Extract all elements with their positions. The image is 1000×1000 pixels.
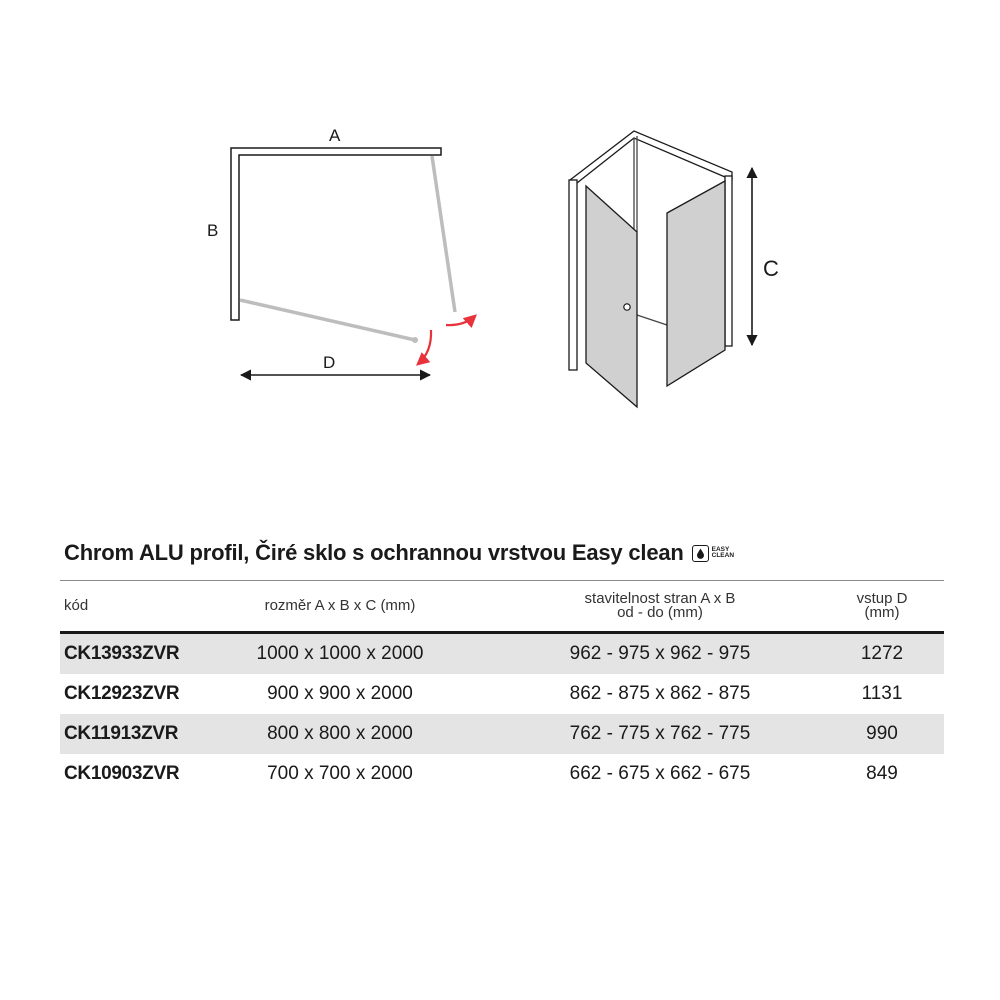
header-code: kód [64, 597, 89, 614]
right-door-glass [667, 181, 725, 386]
cell-adjust: 962 - 975 x 962 - 975 [569, 643, 751, 664]
wall-profile [231, 148, 441, 320]
right-wall-profile [725, 176, 732, 346]
swing-arrow-right [446, 316, 475, 325]
swing-arrow-bottom [418, 330, 431, 364]
cell-size: 1000 x 1000 x 2000 [256, 643, 424, 664]
cell-entry: 849 [866, 763, 898, 784]
cell-adjust: 662 - 675 x 662 - 675 [569, 763, 751, 784]
header-size: rozměr A x B x C (mm) [264, 597, 416, 614]
perspective-view [569, 131, 752, 407]
label-b: B [207, 221, 219, 240]
door-glass-right [432, 156, 455, 312]
cell-size: 700 x 700 x 2000 [267, 763, 413, 784]
table-row [60, 674, 944, 714]
label-a: A [329, 126, 341, 145]
left-door-glass [586, 186, 637, 407]
label-c: C [763, 256, 779, 281]
table-title-row [64, 538, 734, 568]
cell-code: CK10903ZVR [64, 763, 180, 784]
cell-size: 900 x 900 x 2000 [267, 683, 413, 704]
table-title: Chrom ALU profil, Čiré sklo s ochrannou vrstvou Easy clean [64, 540, 684, 565]
easy-clean-label: EASY CLEAN [711, 545, 735, 559]
table-header [60, 581, 944, 631]
table-row [60, 754, 944, 794]
product-table [60, 580, 944, 794]
cell-code: CK13933ZVR [64, 643, 180, 664]
shower-diagrams [0, 0, 1000, 480]
label-d: D [323, 353, 336, 372]
table-row [60, 714, 944, 754]
top-profile [570, 131, 732, 183]
cell-code: CK12923ZVR [64, 683, 180, 704]
table-row [60, 634, 944, 674]
left-wall-profile [569, 180, 577, 370]
door-glass-bottom [240, 300, 415, 340]
water-drop-icon [692, 545, 709, 562]
cell-entry: 1131 [861, 683, 903, 704]
cell-size: 800 x 800 x 2000 [267, 723, 413, 744]
cell-entry: 1272 [860, 643, 904, 664]
easy-clean-badge [692, 545, 734, 562]
cell-code: CK11913ZVR [64, 723, 179, 744]
door-handle [624, 304, 630, 310]
cell-adjust: 762 - 775 x 762 - 775 [569, 723, 751, 744]
cell-adjust: 862 - 875 x 862 - 875 [569, 683, 751, 704]
cell-entry: 990 [866, 723, 898, 744]
top-view-plan [207, 126, 475, 375]
header-entry: vstup D (mm) [856, 590, 908, 621]
header-adjust: stavitelnost stran A x B od - do (mm) [584, 590, 736, 621]
